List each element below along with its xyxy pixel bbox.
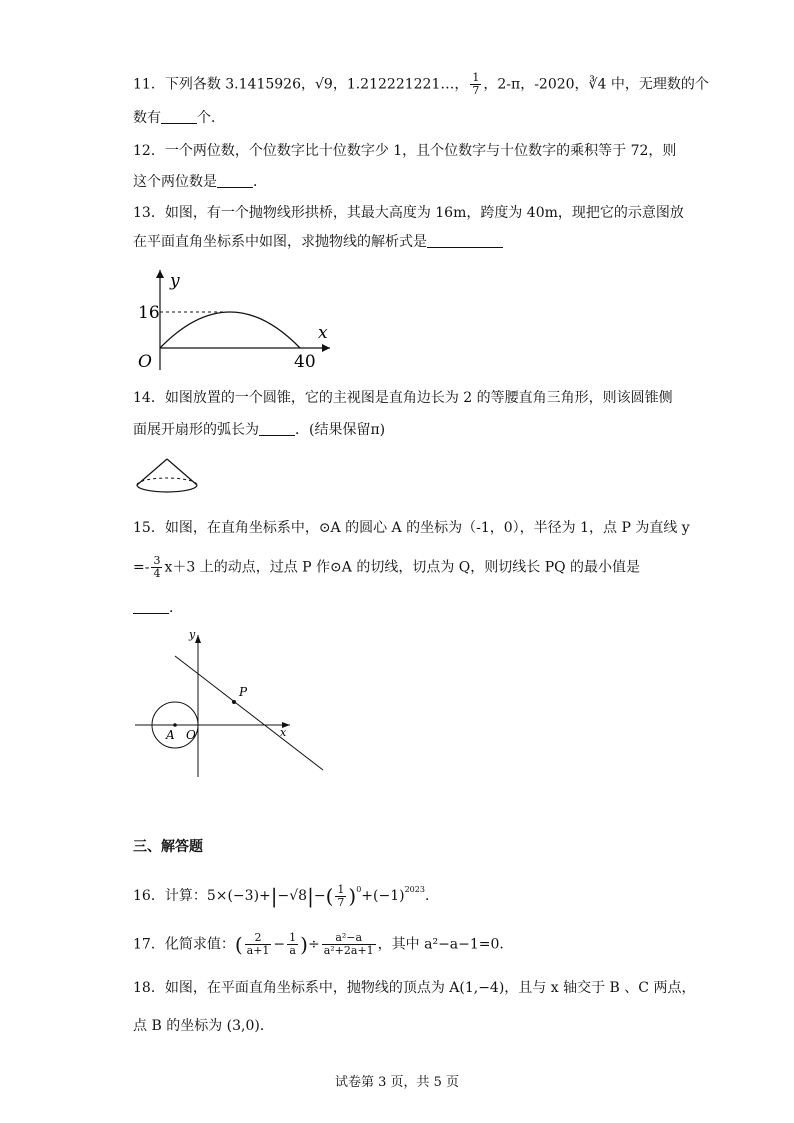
q16-expr-abs: −√8 bbox=[277, 888, 308, 904]
q17-f2-den: a bbox=[289, 944, 296, 957]
q18-line2: 点 B 的坐标为 (3,0)． bbox=[133, 1018, 274, 1034]
q13-height-label: 16 bbox=[138, 303, 160, 323]
q15-line2-pre: =- bbox=[133, 559, 150, 576]
q18-line1: 18．如图，在平面直角坐标系中，抛物线的顶点为 A(1,−4)，且与 x 轴交于 B 、C 两点， bbox=[133, 980, 696, 996]
q15-line2-post: x＋3 上的动点，过点 P 作⊙A 的切线，切点为 Q，则切线长 PQ 的最小值是 bbox=[164, 559, 641, 576]
q15-center-a-dot bbox=[173, 723, 177, 727]
q15-frac-den: 4 bbox=[153, 567, 161, 580]
q17-fraction-3 bbox=[322, 932, 376, 957]
q14-line2 bbox=[133, 420, 385, 440]
q11-text-mid: ，1.212221221…， bbox=[332, 76, 469, 93]
q11-text-post: ，2-π，-2020，∛4 中，无理数的个 bbox=[483, 76, 709, 93]
q11-number: 11． bbox=[133, 76, 165, 93]
q16-frac-den: 7 bbox=[337, 895, 345, 909]
q13-x-label: x bbox=[318, 323, 328, 343]
q16-paren-left: ( bbox=[325, 884, 334, 908]
q13-span-label: 40 bbox=[294, 352, 316, 372]
q13-parabola-curve bbox=[160, 312, 300, 348]
q15-point-p-dot bbox=[232, 700, 236, 704]
q17-fraction-2 bbox=[287, 932, 298, 957]
q16-expr-minus: − bbox=[313, 888, 326, 904]
q13-answer-blank[interactable] bbox=[427, 233, 503, 248]
q14-cone-right-edge bbox=[167, 459, 197, 485]
q13-x-arrow bbox=[322, 344, 330, 352]
q11-frac-den: 7 bbox=[472, 84, 480, 97]
q11-fraction bbox=[470, 72, 481, 97]
q15-x-label: x bbox=[280, 726, 287, 739]
q17-f2-num: 1 bbox=[289, 931, 297, 944]
q15-answer-blank[interactable] bbox=[133, 599, 169, 614]
q11-frac-num: 1 bbox=[472, 71, 480, 84]
q12-answer-blank[interactable] bbox=[217, 173, 253, 188]
q13-line2 bbox=[133, 232, 503, 252]
q13-origin-label: O bbox=[138, 352, 152, 372]
q11-line1 bbox=[133, 72, 709, 97]
q11-sqrt9: √9 bbox=[315, 76, 333, 93]
q17-div: ÷ bbox=[307, 936, 320, 953]
q17-f3-den: a²+2a+1 bbox=[323, 944, 374, 957]
q14-answer-blank[interactable] bbox=[259, 421, 295, 436]
q15-line-l bbox=[175, 656, 323, 770]
q15-line3-post: ． bbox=[169, 600, 183, 616]
q16-prefix: 16．计算： bbox=[133, 888, 207, 904]
q15-a-label: A bbox=[166, 728, 175, 742]
q16-exponent-2023: 2023 bbox=[404, 885, 425, 894]
q14-cone-figure bbox=[133, 455, 203, 500]
q17-f1-num: 2 bbox=[245, 932, 272, 945]
q15-line3 bbox=[133, 598, 183, 618]
q14-line2-pre: 面展开扇形的弧长为 bbox=[133, 422, 259, 438]
q15-line1: 15．如图，在直角坐标系中，⊙A 的圆心 A 的坐标为（-1，0），半径为 1，点 P 为直线 y bbox=[133, 520, 690, 536]
q13-parabola-figure bbox=[130, 266, 340, 376]
q12-line2-post: ． bbox=[253, 174, 267, 190]
page-footer: 试卷第 3 页，共 5 页 bbox=[334, 1075, 460, 1090]
q15-coordinate-figure bbox=[130, 625, 330, 780]
q11-line2-pre: 数有 bbox=[133, 110, 161, 126]
section-title: 三、解答题 bbox=[133, 839, 203, 855]
q15-line2 bbox=[133, 555, 640, 580]
q16-frac-num: 1 bbox=[337, 882, 345, 896]
q17-f3-num: a²−a bbox=[322, 932, 376, 945]
q17-paren-left: ( bbox=[234, 932, 243, 957]
q14-line2-post: ．(结果保留π) bbox=[295, 422, 386, 438]
q12-line2 bbox=[133, 172, 267, 192]
q12-line2-pre: 这个两位数是 bbox=[133, 174, 217, 190]
q16-abs-left: | bbox=[270, 884, 278, 908]
q11-answer-blank[interactable] bbox=[161, 109, 197, 124]
q11-text-pre: 下列各数 3.1415926， bbox=[164, 76, 315, 93]
q12-line1: 12．一个两位数，个位数字比十位数字少 1，且个位数字与十位数字的乘积等于 72，则 bbox=[133, 143, 677, 159]
q13-line2-text: 在平面直角坐标系中如图，求抛物线的解析式是 bbox=[133, 234, 427, 250]
q16-abs-right: | bbox=[307, 884, 314, 908]
q17-minus: − bbox=[273, 936, 286, 953]
q13-y-label: y bbox=[170, 271, 180, 291]
q15-frac-num: 3 bbox=[153, 554, 161, 567]
q17-f1-den: a+1 bbox=[246, 944, 270, 957]
q11-line2-post: 个． bbox=[197, 110, 225, 126]
q13-line1: 13．如图，有一个抛物线形拱桥，其最大高度为 16m，跨度为 40m，现把它的示意图放 bbox=[133, 205, 684, 221]
q13-y-arrow bbox=[156, 270, 164, 278]
q17-line bbox=[133, 932, 513, 957]
q17-fraction-1 bbox=[245, 932, 272, 957]
q16-expr-d: +(−1) bbox=[361, 888, 405, 904]
q14-line1: 14．如图放置的一个圆锥，它的主视图是直角边长为 2 的等腰直角三角形，则该圆锥侧 bbox=[133, 390, 673, 406]
q15-p-label: P bbox=[239, 685, 248, 699]
q15-y-label: y bbox=[189, 628, 196, 641]
q16-suffix: ． bbox=[424, 888, 439, 904]
q17-paren-right: ) bbox=[300, 932, 308, 957]
q16-paren-right: ) bbox=[348, 884, 357, 908]
q16-fraction bbox=[335, 884, 346, 909]
q16-line bbox=[133, 880, 439, 909]
q15-origin-label: O bbox=[186, 728, 196, 742]
q15-fraction bbox=[151, 555, 162, 580]
q14-cone-base-front bbox=[137, 485, 197, 492]
q11-line2 bbox=[133, 108, 225, 128]
q17-suffix: ，其中 a²−a−1=0． bbox=[377, 936, 514, 953]
q16-expr-a: 5×(−3)+ bbox=[206, 888, 271, 904]
q14-cone-base-back bbox=[137, 478, 197, 485]
q17-prefix: 17．化简求值： bbox=[133, 936, 235, 953]
q15-y-arrow bbox=[195, 635, 201, 643]
q16-exponent-0: 0 bbox=[356, 885, 362, 894]
